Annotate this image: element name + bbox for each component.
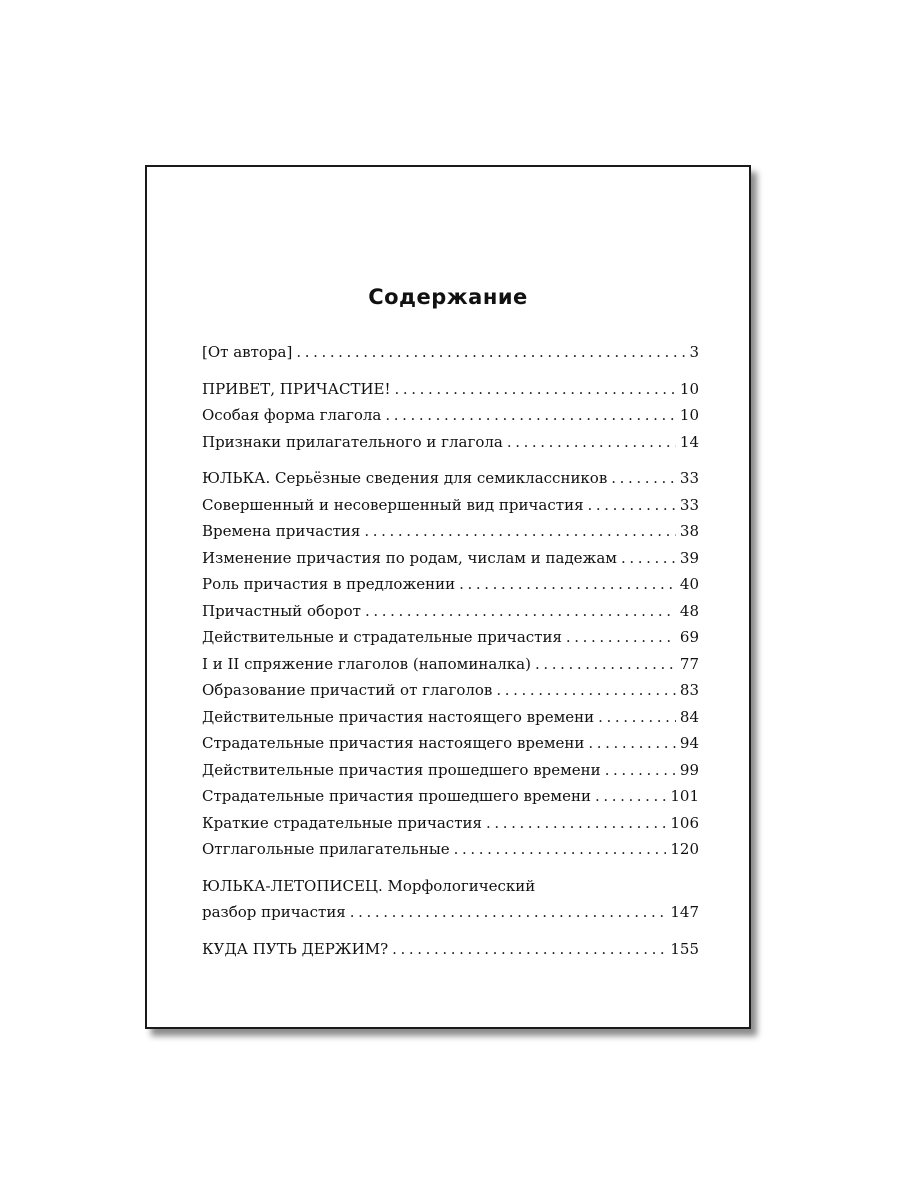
toc-entry [202, 624, 699, 651]
toc-entry-label: ЮЛЬКА-ЛЕТОПИСЕЦ. Морфологический [202, 876, 536, 895]
dot-leader [385, 402, 676, 429]
toc-entry [202, 376, 699, 403]
toc-entry-page: 3 [689, 343, 699, 361]
toc-entry-label: Краткие страдательные причастия [202, 813, 482, 832]
toc-entry-page: 77 [679, 654, 699, 673]
dot-leader [496, 677, 676, 704]
toc-entry-label: Признаки прилагательного и глагола [202, 432, 503, 451]
toc-entry [202, 429, 699, 456]
toc-entry-page: 147 [670, 903, 699, 921]
toc-entry-label: Причастный оборот [202, 601, 361, 620]
toc-entry [202, 730, 699, 757]
toc-entry-label: Особая форма глагола [202, 406, 382, 424]
dot-leader [588, 492, 676, 519]
dot-leader [365, 598, 676, 625]
dot-leader [598, 704, 676, 731]
dot-leader [595, 783, 666, 810]
toc-entry-label: Образование причастий от глаголов [202, 681, 493, 699]
toc-entry [202, 545, 699, 572]
toc-entry-page: 10 [679, 379, 699, 398]
toc-entry [202, 836, 699, 863]
dot-leader [611, 465, 676, 492]
dot-leader [392, 936, 666, 963]
dot-leader [588, 730, 675, 757]
toc-entry [202, 465, 699, 492]
book-page [145, 165, 751, 1029]
toc-entry-label: КУДА ПУТЬ ДЕРЖИМ? [202, 939, 389, 958]
dot-leader [350, 899, 667, 926]
toc-entry-label: [От автора] [202, 343, 293, 361]
toc-entry-label: Совершенный и несовершенный вид причастия [202, 495, 584, 514]
toc-entry [202, 571, 699, 598]
toc-entry-page: 33 [679, 469, 699, 487]
toc-entry [202, 704, 699, 731]
toc-entry-page: 33 [679, 495, 699, 514]
toc-entry-page: 40 [679, 575, 699, 593]
toc-entry-label: Роль причастия в предложении [202, 575, 456, 593]
toc-entry [202, 598, 699, 625]
toc-entry-label: Действительные причастия прошедшего времени [202, 760, 601, 779]
toc-entry-label: Изменение причастия по родам, числам и падежам [202, 548, 617, 567]
toc-entry-label: I и II спряжение глаголов (напоминалка) [202, 654, 531, 673]
toc-entry-page: 10 [679, 406, 699, 424]
toc-entry-label: разбор причастия [202, 903, 346, 921]
toc-entry-page: 83 [679, 681, 699, 699]
table-of-contents [202, 339, 699, 962]
toc-entry-page: 99 [679, 760, 699, 779]
dot-leader [605, 757, 676, 784]
toc-entry [202, 339, 699, 366]
dot-leader [395, 376, 676, 403]
dot-leader [507, 429, 676, 456]
toc-entry-label: Действительные и страдательные причастия [202, 628, 562, 646]
toc-entry-page: 38 [679, 522, 699, 540]
toc-entry-label: ПРИВЕТ, ПРИЧАСТИЕ! [202, 379, 391, 398]
toc-entry-page: 101 [670, 787, 699, 805]
toc-entry-label: Времена причастия [202, 522, 361, 540]
toc-entry [202, 757, 699, 784]
toc-entry [202, 402, 699, 429]
dot-leader [486, 810, 666, 837]
toc-entry-page: 94 [679, 734, 699, 752]
toc-entry-label: Страдательные причастия прошедшего времени [202, 787, 591, 805]
toc-entry-page: 39 [679, 548, 699, 567]
dot-leader [621, 545, 676, 572]
toc-entry [202, 651, 699, 678]
dot-leader [459, 571, 676, 598]
dot-leader [566, 624, 676, 651]
dot-leader [454, 836, 667, 863]
toc-entry-page: 155 [670, 939, 699, 958]
toc-entry [202, 936, 699, 963]
toc-entry [202, 677, 699, 704]
toc-entry [202, 492, 699, 519]
dot-leader [535, 651, 676, 678]
toc-entry-page: 106 [670, 813, 699, 832]
toc-entry-page: 69 [679, 628, 699, 646]
toc-entry-page: 84 [679, 707, 699, 726]
toc-entry [202, 518, 699, 545]
toc-entry-page: 48 [679, 601, 699, 620]
toc-entry-first-line [202, 873, 699, 900]
toc-entry [202, 810, 699, 837]
toc-entry-page: 14 [679, 432, 699, 451]
toc-entry-label: Отглагольные прилагательные [202, 840, 450, 858]
toc-entry [202, 783, 699, 810]
dot-leader [364, 518, 676, 545]
toc-entry-label: Страдательные причастия настоящего времени [202, 734, 585, 752]
toc-entry [202, 899, 699, 926]
dot-leader [296, 339, 685, 366]
toc-entry-label: Действительные причастия настоящего времени [202, 707, 595, 726]
toc-entry-page: 120 [670, 840, 699, 858]
toc-entry-label: ЮЛЬКА. Серьёзные сведения для семиклассников [202, 469, 608, 487]
page-title: Содержание [368, 285, 528, 309]
